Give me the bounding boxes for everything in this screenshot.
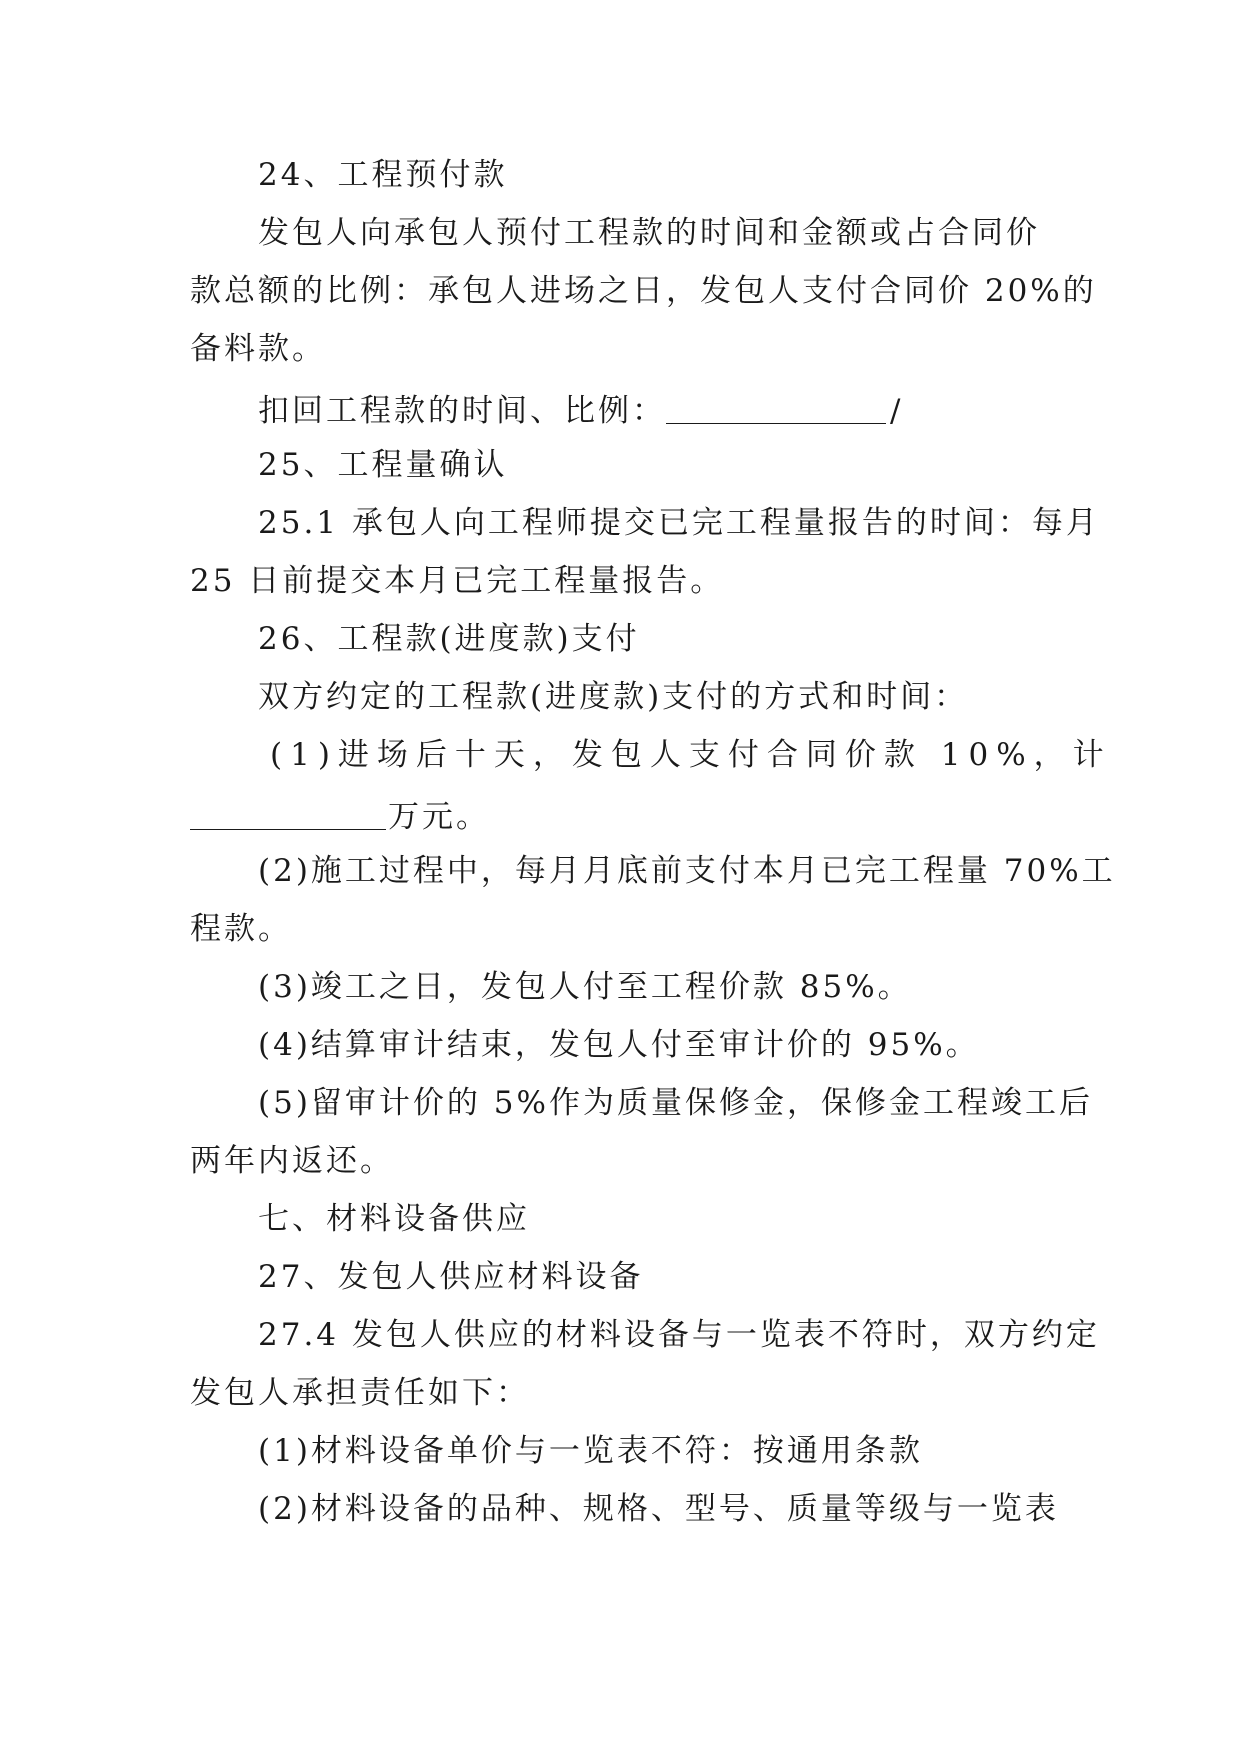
section-heading-7: 七、材料设备供应: [258, 1201, 530, 1237]
paragraph-line: 发包人向承包人预付工程款的时间和金额或占合同价: [258, 215, 1040, 251]
deduction-label: 扣回工程款的时间、比例：: [258, 393, 666, 429]
paragraph-line: 双方约定的工程款(进度款)支付的方式和时间：: [258, 679, 969, 715]
heading-24: 24、工程预付款: [258, 157, 508, 193]
deduction-line: [258, 392, 903, 427]
list-item-4: (4)结算审计结束，发包人付至审计价的 95%。: [258, 1027, 980, 1063]
list-item-2-continuation: 程款。: [190, 911, 292, 947]
heading-26: 26、工程款(进度款)支付: [258, 621, 640, 657]
list-item-5-continuation: 两年内返还。: [190, 1143, 394, 1179]
list-item-27-4-1: (1)材料设备单价与一览表不符：按通用条款: [258, 1433, 923, 1469]
paragraph-line: 25 日前提交本月已完工程量报告。: [190, 563, 725, 599]
list-item-2: (2)施工过程中，每月月底前支付本月已完工程量 70%工: [258, 853, 1116, 889]
paragraph-line: 25.1 承包人向工程师提交已完工程量报告的时间：每月: [258, 505, 1100, 541]
fill-in-blank: [666, 392, 886, 424]
amount-unit: 万元。: [388, 799, 490, 835]
heading-25: 25、工程量确认: [258, 447, 508, 483]
list-item-27-4-2: (2)材料设备的品种、规格、型号、质量等级与一览表: [258, 1491, 1059, 1527]
paragraph-line: 款总额的比例：承包人进场之日，发包人支付合同价 20%的: [190, 273, 1097, 309]
list-item-3: (3)竣工之日，发包人付至工程价款 85%。: [258, 969, 912, 1005]
list-item-1-continuation: [190, 798, 490, 833]
deduction-value: /: [890, 393, 904, 429]
paragraph-line: 发包人承担责任如下：: [190, 1375, 530, 1411]
fill-in-blank: [190, 798, 386, 830]
list-item-5: (5)留审计价的 5%作为质量保修金，保修金工程竣工后: [258, 1085, 1093, 1121]
paragraph-line: 27.4 发包人供应的材料设备与一览表不符时，双方约定: [258, 1317, 1100, 1353]
paragraph-line: 备料款。: [190, 331, 326, 367]
heading-27: 27、发包人供应材料设备: [258, 1259, 644, 1295]
list-item-1: (1)进场后十天，发包人支付合同价款 10%，计: [270, 737, 1112, 773]
